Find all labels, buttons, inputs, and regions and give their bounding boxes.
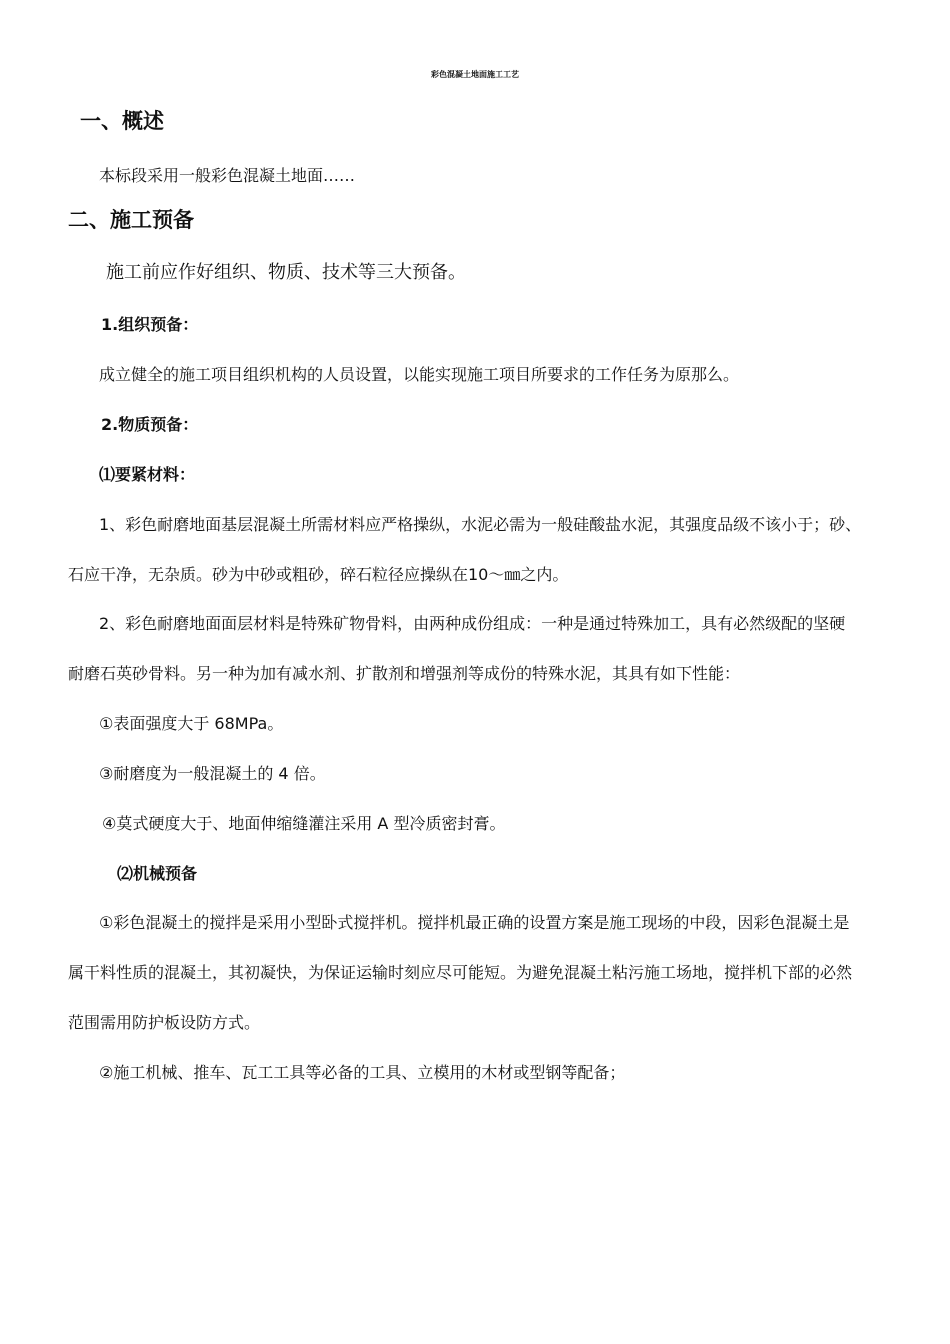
machinery-paragraph-1-line-3: 范围需用防护板设防方式。 <box>68 1013 261 1032</box>
section-heading-preparation: 二、施工预备 <box>68 208 194 232</box>
materials-paragraph-2-line-2: 耐磨石英砂骨料。另一种为加有减水剂、扩散剂和增强剂等成份的特殊水泥，其具有如下性能： <box>68 664 741 683</box>
organization-paragraph: 成立健全的施工项目组织机构的人员设置，以能实现施工项目所要求的工作任务为原那么。 <box>99 365 740 384</box>
preparation-intro: 施工前应作好组织、物质、技术等三大预备。 <box>106 262 466 283</box>
property-item-3: ④莫式硬度大于、地面伸缩缝灌注采用 A 型冷质密封膏。 <box>102 814 506 833</box>
materials-paragraph-2-line-1: 2、彩色耐磨地面面层材料是特殊矿物骨料，由两种成份组成：一种是通过特殊加工，具有必然级配的坚硬 <box>99 614 846 633</box>
subheading-machinery: ⑵机械预备 <box>117 864 198 883</box>
subheading-materials-prep: 2.物质预备： <box>101 415 199 434</box>
section-heading-overview: 一、概述 <box>80 109 164 133</box>
document-title: 彩色混凝土地面施工工艺 <box>431 70 519 79</box>
machinery-paragraph-1-line-1: ①彩色混凝土的搅拌是采用小型卧式搅拌机。搅拌机最正确的设置方案是施工现场的中段，因彩色混凝土是 <box>99 913 850 932</box>
materials-paragraph-1-line-2: 石应干净，无杂质。砂为中砂或粗砂，碎石粒径应操纵在10～㎜之内。 <box>68 565 569 584</box>
materials-paragraph-1-line-1: 1、彩色耐磨地面基层混凝土所需材料应严格操纵，水泥必需为一般硅酸盐水泥，其强度品级不该小于；砂、 <box>99 515 862 534</box>
machinery-paragraph-1-line-2: 属干料性质的混凝土，其初凝快，为保证运输时刻应尽可能短。为避免混凝土粘污施工场地，搅拌机下部的必然 <box>68 963 853 982</box>
subheading-organization: 1.组织预备： <box>101 315 199 334</box>
property-item-1: ①表面强度大于 68MPa。 <box>99 714 284 733</box>
overview-paragraph: 本标段采用一般彩色混凝土地面…… <box>99 166 356 185</box>
machinery-paragraph-2: ②施工机械、推车、瓦工工具等必备的工具、立模用的木材或型钢等配备； <box>99 1063 626 1082</box>
subheading-main-materials: ⑴要紧材料： <box>99 465 196 484</box>
property-item-2: ③耐磨度为一般混凝土的 4 倍。 <box>99 764 326 783</box>
